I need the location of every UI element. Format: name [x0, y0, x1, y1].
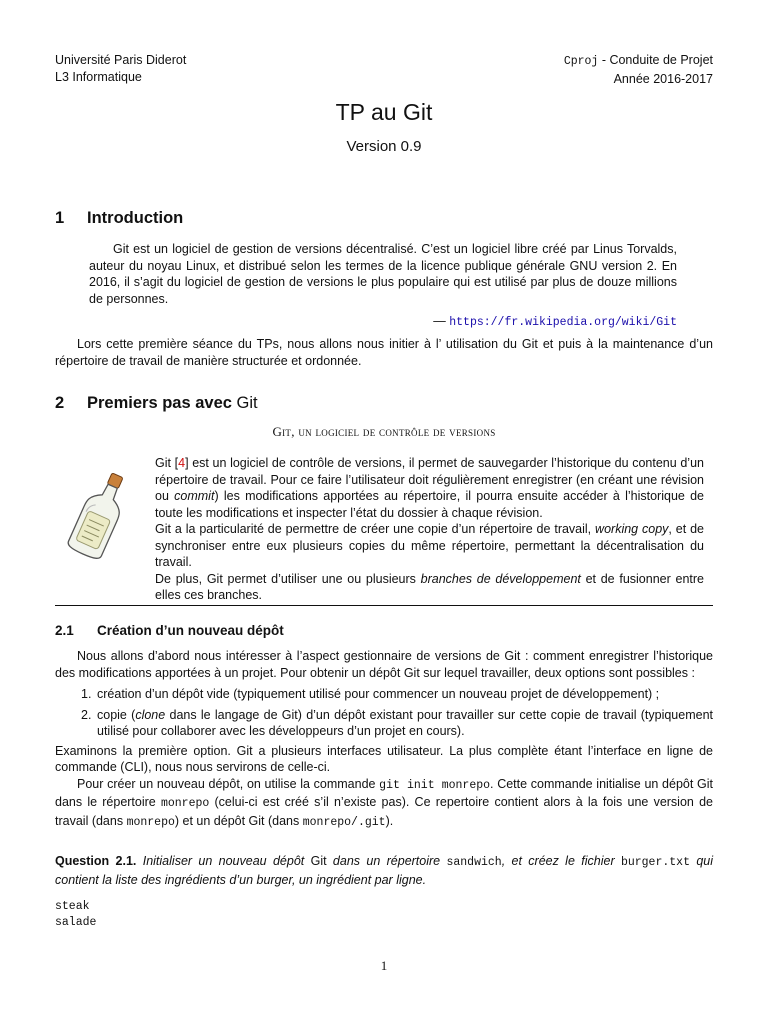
- question-2-1: Question 2.1. Initialiser un nouveau dépôt Git dans un répertoire sandwich, et créez le fichier burger.txt qui contient la liste des ingrédients d’un burger, un ingrédient par ligne.: [55, 854, 713, 887]
- options-list: [55, 686, 713, 740]
- section-1-heading: 1 Introduction: [55, 209, 184, 227]
- quote-source: — https://fr.wikipedia.org/wiki/Git: [433, 314, 677, 329]
- list-item: 1. création d’un dépôt vide (typiquement utilisé pour commencer un nouveau projet de développement) ;: [81, 687, 660, 701]
- page-title: TP au Git: [335, 99, 433, 125]
- wikipedia-quote: Git est un logiciel de gestion de versions décentralisé. C’est un logiciel libre créé par Linus Torvalds, auteur du noyau Linux, et distribué selon les termes de la licence publique générale GNU version 2. En 2016, il s’agit du logiciel de gestion de versions le plus populaire qui est utilisé par plus de douze millions de personnes.: [89, 242, 677, 306]
- box-text: [155, 455, 704, 604]
- program-name: L3 Informatique: [55, 69, 142, 84]
- subsection-paragraph-1: Nous allons d’abord nous intéresser à l’aspect gestionnaire de versions de Git : comment enregistrer l’historique des modifications apportées à un projet. Pour obtenir un dépôt Git sur lequel travailler, deux options sont possibles :: [55, 649, 713, 680]
- page-number: 1: [380, 958, 388, 973]
- header-left: [55, 52, 186, 85]
- subsection-paragraph-2: Examinons la première option. Git a plusieurs interfaces utilisateur. La plus complète étant l’interface en ligne de commande (CLI), nous nous servirons de celle-ci.: [55, 743, 713, 774]
- code-line: steak: [55, 900, 90, 913]
- subsection-paragraph-3: Pour créer un nouveau dépôt, on utilise la commande git init monrepo. Cette commande initialise un dépôt Git dans le répertoire monrepo (celui-ci est créé s’il n’existe pas). Ce repertoire contient alors à la fois une version de travail (dans monrepo) et un dépôt Git (dans monrepo/.git).: [55, 776, 713, 829]
- university-name: Université Paris Diderot: [55, 53, 187, 67]
- course-name: Cproj - Conduite de Projet: [563, 53, 713, 68]
- academic-year: Année 2016-2017: [613, 71, 713, 86]
- box-paragraph-3: De plus, Git permet d’utiliser une ou plusieurs branches de développement et de fusionner entre elles ces branches.: [155, 571, 704, 602]
- subsection-2-1-heading: 2.1 Création d’un nouveau dépôt: [55, 623, 284, 638]
- list-item: 2. copie (clone dans le langage de Git) d’un dépôt existant pour travailler sur cette copie de travail (typiquement utilisé pour collaborer avec les développeurs d’un projet en cours).: [81, 707, 713, 738]
- intro-paragraph: Lors cette première séance du TPs, nous allons nous initier à l’ utilisation du Git et puis à la maintenance d’un répertoire de travail de manière structurée et ordonnée.: [55, 337, 713, 368]
- box-paragraph-2: Git a la particularité de permettre de créer une copie d’un répertoire de travail, working copy, et de synchroniser entre eux plusieurs copies du même répertoire, permettant la décentralisation du travail.: [155, 522, 704, 569]
- section-2-heading: 2 Premiers pas avec Git: [55, 394, 258, 412]
- version-label: Version 0.9: [346, 138, 422, 155]
- code-line: salade: [55, 916, 97, 929]
- box-divider: [55, 605, 713, 606]
- header-right: [564, 52, 713, 87]
- box-title: Git, un logiciel de contrôle de versions: [272, 424, 496, 439]
- code-block: [55, 899, 96, 931]
- citation-link[interactable]: 4: [178, 456, 186, 470]
- wikipedia-link[interactable]: https://fr.wikipedia.org/wiki/Git: [449, 316, 677, 329]
- box-paragraph-1: Git [4] est un logiciel de contrôle de versions, il permet de sauvegarder l’historique du contenu d’un répertoire de travail. Pour ce faire l’utilisateur doit régulièrement enregistrer (en créant une révision ou commit) les modifications apportées au répertoire, il pourra ensuite accéder à l’historique de toute les modifications et inspecter l’état du dossier à chaque révision.: [155, 456, 704, 520]
- subsection-body: [55, 648, 713, 831]
- message-bottle-icon: [66, 470, 136, 560]
